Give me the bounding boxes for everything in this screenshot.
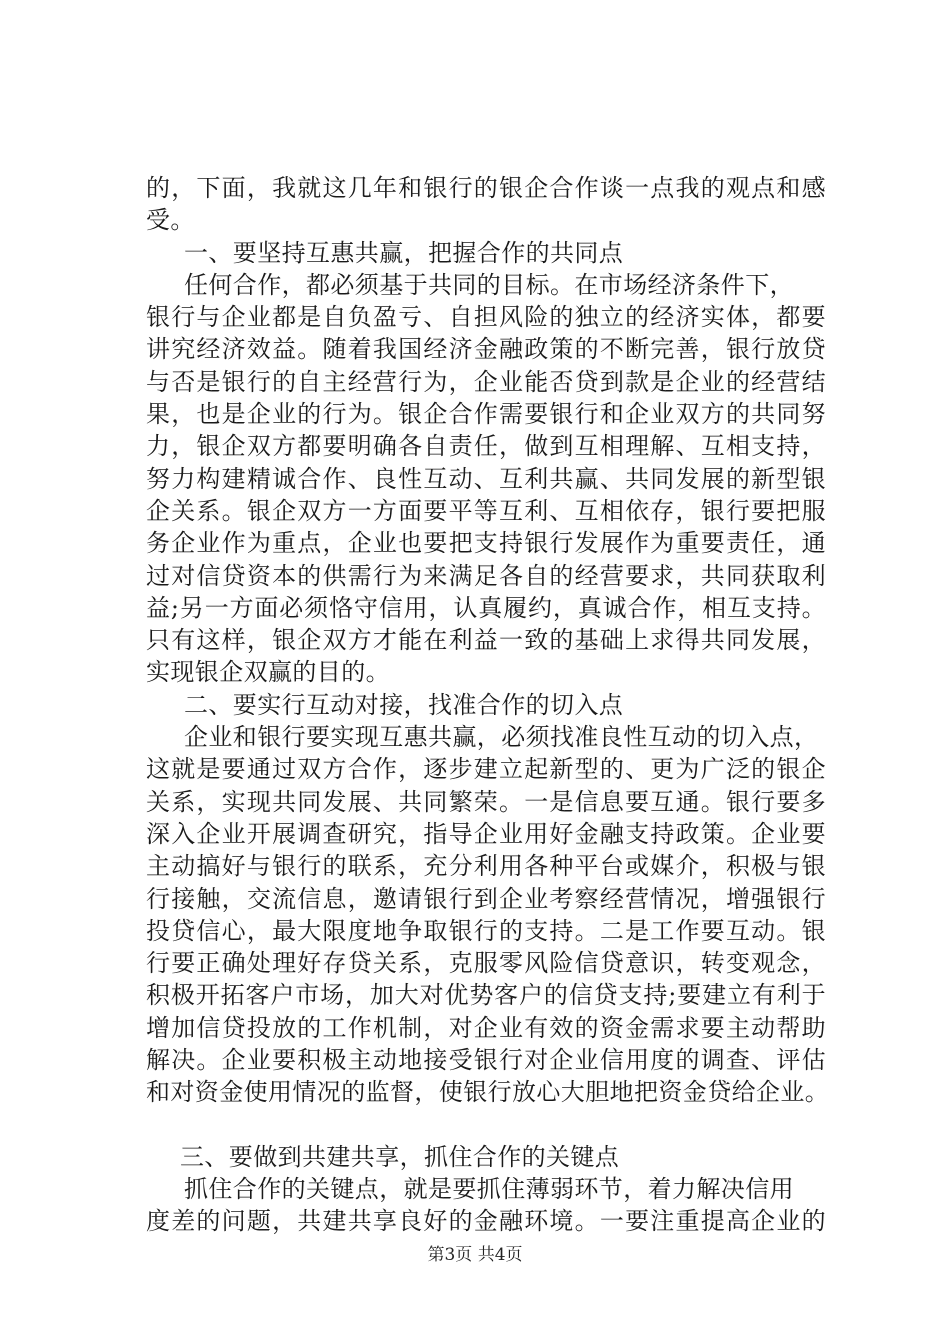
body-line: 力，银企双方都要明确各自责任，做到互相理解、互相支持， (146, 432, 826, 461)
body-line: 主动搞好与银行的联系，充分利用各种平台或媒介，积极与银 (146, 852, 826, 881)
body-line: 度差的问题，共建共享良好的金融环境。一要注重提高企业的 (146, 1207, 826, 1236)
document-body (146, 172, 830, 1238)
body-line: 深入企业开展调查研究，指导企业用好金融支持政策。企业要 (146, 819, 826, 848)
body-line: 行接触，交流信息，邀请银行到企业考察经营情况，增强银行 (146, 884, 826, 913)
body-line: 与否是银行的自主经营行为，企业能否贷到款是企业的经营结 (146, 367, 826, 396)
body-line: 务企业作为重点，企业也要把支持银行发展作为重要责任，通 (146, 529, 826, 558)
body-line: 受。 (146, 206, 195, 235)
body-line: 的，下面，我就这几年和银行的银企合作谈一点我的观点和感 (146, 174, 826, 202)
page-footer: 第3页 共4页 (427, 1245, 523, 1265)
body-line: 行要正确处理好存贷关系，克服零风险信贷意识，转变观念， (146, 949, 826, 978)
section-heading-3: 三、要做到共建共享，抓住合作的关键点 (180, 1142, 620, 1171)
body-line: 这就是要通过双方合作，逐步建立起新型的、更为广泛的银企 (146, 755, 826, 784)
section-heading-1: 一、要坚持互惠共赢，把握合作的共同点 (184, 238, 624, 267)
body-line: 益;另一方面必须恪守信用，认真履约，真诚合作，相互支持。 (146, 593, 826, 622)
body-line: 努力构建精诚合作、良性互动、互利共赢、共同发展的新型银 (146, 464, 826, 493)
body-line: 果，也是企业的行为。银企合作需要银行和企业双方的共同努 (146, 400, 826, 429)
body-line: 和对资金使用情况的监督，使银行放心大胆地把资金贷给企业。 (146, 1078, 830, 1107)
body-line: 过对信贷资本的供需行为来满足各自的经营要求，共同获取利 (146, 561, 826, 590)
paragraph-start: 企业和银行要实现互惠共赢，必须找准良性互动的切入点， (184, 723, 819, 752)
body-line: 实现银企双赢的目的。 (146, 658, 390, 687)
body-line: 增加信贷投放的工作机制，对企业有效的资金需求要主动帮助 (146, 1013, 826, 1042)
body-line: 企关系。银企双方一方面要平等互利、互相依存，银行要把服 (146, 496, 826, 525)
paragraph-start: 抓住合作的关键点，就是要抓住薄弱环节，着力解决信用 (184, 1174, 794, 1203)
body-line: 关系，实现共同发展、共同繁荣。一是信息要互通。银行要多 (146, 787, 826, 816)
body-line: 解决。企业要积极主动地接受银行对企业信用度的调查、评估 (146, 1046, 826, 1075)
body-line: 讲究经济效益。随着我国经济金融政策的不断完善，银行放贷 (146, 335, 826, 364)
body-line: 投贷信心，最大限度地争取银行的支持。二是工作要互动。银 (146, 916, 826, 945)
paragraph-gap (146, 1109, 826, 1141)
body-line: 积极开拓客户市场，加大对优势客户的信贷支持;要建立有利于 (146, 981, 826, 1010)
paragraph-start: 任何合作，都必须基于共同的目标。在市场经济条件下， (184, 270, 794, 299)
section-heading-2: 二、要实行互动对接，找准合作的切入点 (184, 690, 624, 719)
body-line: 只有这样，银企双方才能在利益一致的基础上求得共同发展， (146, 626, 826, 655)
body-line: 银行与企业都是自负盈亏、自担风险的独立的经济实体，都要 (146, 303, 826, 332)
